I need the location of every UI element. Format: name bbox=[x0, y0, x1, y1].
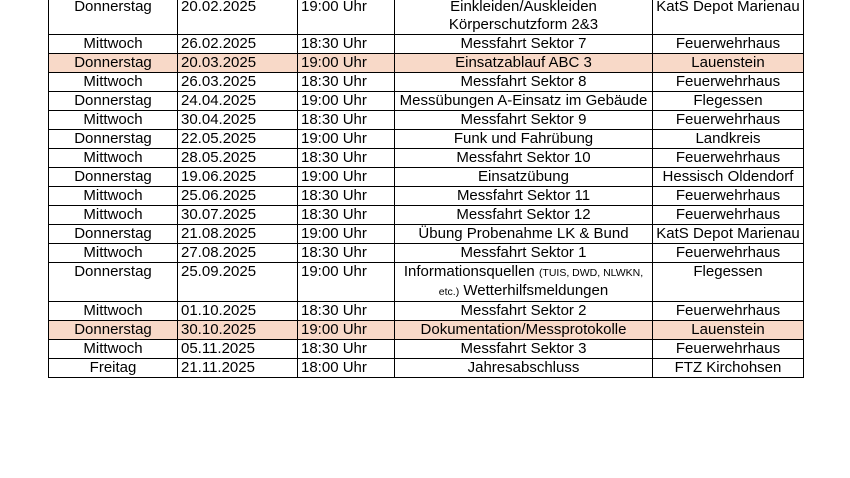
time-cell: 18:30 Uhr bbox=[298, 244, 395, 263]
time-cell: 18:30 Uhr bbox=[298, 35, 395, 54]
date-cell: 19.06.2025 bbox=[178, 168, 298, 187]
time-cell: 18:30 Uhr bbox=[298, 206, 395, 225]
date-cell: 25.06.2025 bbox=[178, 187, 298, 206]
date-cell: 26.03.2025 bbox=[178, 73, 298, 92]
date-cell: 21.11.2025 bbox=[178, 359, 298, 378]
time-cell: 19:00 Uhr bbox=[298, 321, 395, 340]
time-cell: 18:30 Uhr bbox=[298, 302, 395, 321]
place-cell: Feuerwehrhaus bbox=[653, 206, 804, 225]
place-cell: Feuerwehrhaus bbox=[653, 149, 804, 168]
place-cell: Feuerwehrhaus bbox=[653, 111, 804, 130]
table-row bbox=[49, 263, 804, 302]
day-cell: Mittwoch bbox=[49, 340, 178, 359]
place-cell: Hessisch Oldendorf bbox=[653, 168, 804, 187]
date-cell: 05.11.2025 bbox=[178, 340, 298, 359]
topic-cell: Messübungen A-Einsatz im Gebäude bbox=[395, 92, 653, 111]
topic-cell bbox=[395, 263, 653, 302]
day-cell: Mittwoch bbox=[49, 35, 178, 54]
table-row bbox=[49, 187, 804, 206]
time-cell: 19:00 Uhr bbox=[298, 54, 395, 73]
topic-cell: Messfahrt Sektor 1 bbox=[395, 244, 653, 263]
topic-cell: Übung Probenahme LK & Bund bbox=[395, 225, 653, 244]
topic-cell: Messfahrt Sektor 11 bbox=[395, 187, 653, 206]
date-cell: 20.03.2025 bbox=[178, 54, 298, 73]
place-cell: Feuerwehrhaus bbox=[653, 73, 804, 92]
place-cell: Lauenstein bbox=[653, 54, 804, 73]
day-cell: Mittwoch bbox=[49, 244, 178, 263]
schedule-body bbox=[49, 0, 804, 378]
place-cell: Flegessen bbox=[653, 263, 804, 302]
topic-cell: Funk und Fahrübung bbox=[395, 130, 653, 149]
time-cell: 19:00 Uhr bbox=[298, 263, 395, 302]
date-cell: 26.02.2025 bbox=[178, 35, 298, 54]
place-cell: FTZ Kirchohsen bbox=[653, 359, 804, 378]
topic-cell: Messfahrt Sektor 7 bbox=[395, 35, 653, 54]
table-row bbox=[49, 149, 804, 168]
schedule-table bbox=[48, 0, 804, 378]
date-cell: 30.07.2025 bbox=[178, 206, 298, 225]
table-row bbox=[49, 302, 804, 321]
topic-cell: Messfahrt Sektor 12 bbox=[395, 206, 653, 225]
day-cell: Mittwoch bbox=[49, 149, 178, 168]
day-cell: Donnerstag bbox=[49, 92, 178, 111]
day-cell: Donnerstag bbox=[49, 0, 178, 35]
place-cell: Landkreis bbox=[653, 130, 804, 149]
place-cell: Feuerwehrhaus bbox=[653, 340, 804, 359]
table-row bbox=[49, 0, 804, 35]
place-cell: Flegessen bbox=[653, 92, 804, 111]
date-cell: 28.05.2025 bbox=[178, 149, 298, 168]
place-cell: KatS Depot Marienau bbox=[653, 0, 804, 35]
topic-cell: Jahresabschluss bbox=[395, 359, 653, 378]
date-cell: 24.04.2025 bbox=[178, 92, 298, 111]
topic-cell: Messfahrt Sektor 10 bbox=[395, 149, 653, 168]
table-row bbox=[49, 73, 804, 92]
day-cell: Donnerstag bbox=[49, 168, 178, 187]
topic-main-text: Informationsquellen bbox=[403, 263, 535, 280]
topic-cell: Einsatzübung bbox=[395, 168, 653, 187]
place-cell: Feuerwehrhaus bbox=[653, 187, 804, 206]
day-cell: Mittwoch bbox=[49, 111, 178, 130]
table-row-highlighted bbox=[49, 54, 804, 73]
table-row bbox=[49, 206, 804, 225]
topic-cell: Messfahrt Sektor 2 bbox=[395, 302, 653, 321]
topic-end-text: Wetterhilfsmeldungen bbox=[463, 282, 609, 299]
day-cell: Mittwoch bbox=[49, 206, 178, 225]
date-cell: 21.08.2025 bbox=[178, 225, 298, 244]
place-cell: Feuerwehrhaus bbox=[653, 302, 804, 321]
table-row bbox=[49, 130, 804, 149]
topic-cell: Einsatzablauf ABC 3 bbox=[395, 54, 653, 73]
date-cell: 30.04.2025 bbox=[178, 111, 298, 130]
date-cell: 20.02.2025 bbox=[178, 0, 298, 35]
table-row bbox=[49, 168, 804, 187]
table-row bbox=[49, 340, 804, 359]
time-cell: 19:00 Uhr bbox=[298, 130, 395, 149]
day-cell: Donnerstag bbox=[49, 54, 178, 73]
topic-cell: Messfahrt Sektor 3 bbox=[395, 340, 653, 359]
table-row bbox=[49, 92, 804, 111]
day-cell: Donnerstag bbox=[49, 263, 178, 302]
date-cell: 30.10.2025 bbox=[178, 321, 298, 340]
date-cell: 27.08.2025 bbox=[178, 244, 298, 263]
table-row-highlighted bbox=[49, 321, 804, 340]
table-row bbox=[49, 359, 804, 378]
time-cell: 18:30 Uhr bbox=[298, 111, 395, 130]
time-cell: 18:30 Uhr bbox=[298, 340, 395, 359]
date-cell: 01.10.2025 bbox=[178, 302, 298, 321]
topic-note: (TUIS, DWD, NLWKN, etc.) bbox=[438, 267, 644, 298]
day-cell: Donnerstag bbox=[49, 130, 178, 149]
place-cell: Feuerwehrhaus bbox=[653, 35, 804, 54]
date-cell: 25.09.2025 bbox=[178, 263, 298, 302]
table-row bbox=[49, 111, 804, 130]
place-cell: Lauenstein bbox=[653, 321, 804, 340]
place-cell: Feuerwehrhaus bbox=[653, 244, 804, 263]
time-cell: 19:00 Uhr bbox=[298, 168, 395, 187]
day-cell: Donnerstag bbox=[49, 225, 178, 244]
day-cell: Mittwoch bbox=[49, 187, 178, 206]
table-row bbox=[49, 35, 804, 54]
topic-cell: Messfahrt Sektor 9 bbox=[395, 111, 653, 130]
time-cell: 18:30 Uhr bbox=[298, 187, 395, 206]
topic-cell: Einkleiden/Auskleiden Körperschutzform 2&3 bbox=[395, 0, 653, 35]
time-cell: 19:00 Uhr bbox=[298, 0, 395, 35]
time-cell: 19:00 Uhr bbox=[298, 92, 395, 111]
time-cell: 18:00 Uhr bbox=[298, 359, 395, 378]
day-cell: Donnerstag bbox=[49, 321, 178, 340]
day-cell: Mittwoch bbox=[49, 73, 178, 92]
day-cell: Freitag bbox=[49, 359, 178, 378]
date-cell: 22.05.2025 bbox=[178, 130, 298, 149]
place-cell: KatS Depot Marienau bbox=[653, 225, 804, 244]
topic-cell: Messfahrt Sektor 8 bbox=[395, 73, 653, 92]
day-cell: Mittwoch bbox=[49, 302, 178, 321]
table-row bbox=[49, 244, 804, 263]
time-cell: 18:30 Uhr bbox=[298, 73, 395, 92]
time-cell: 18:30 Uhr bbox=[298, 149, 395, 168]
table-row bbox=[49, 225, 804, 244]
topic-cell: Dokumentation/Messprotokolle bbox=[395, 321, 653, 340]
time-cell: 19:00 Uhr bbox=[298, 225, 395, 244]
